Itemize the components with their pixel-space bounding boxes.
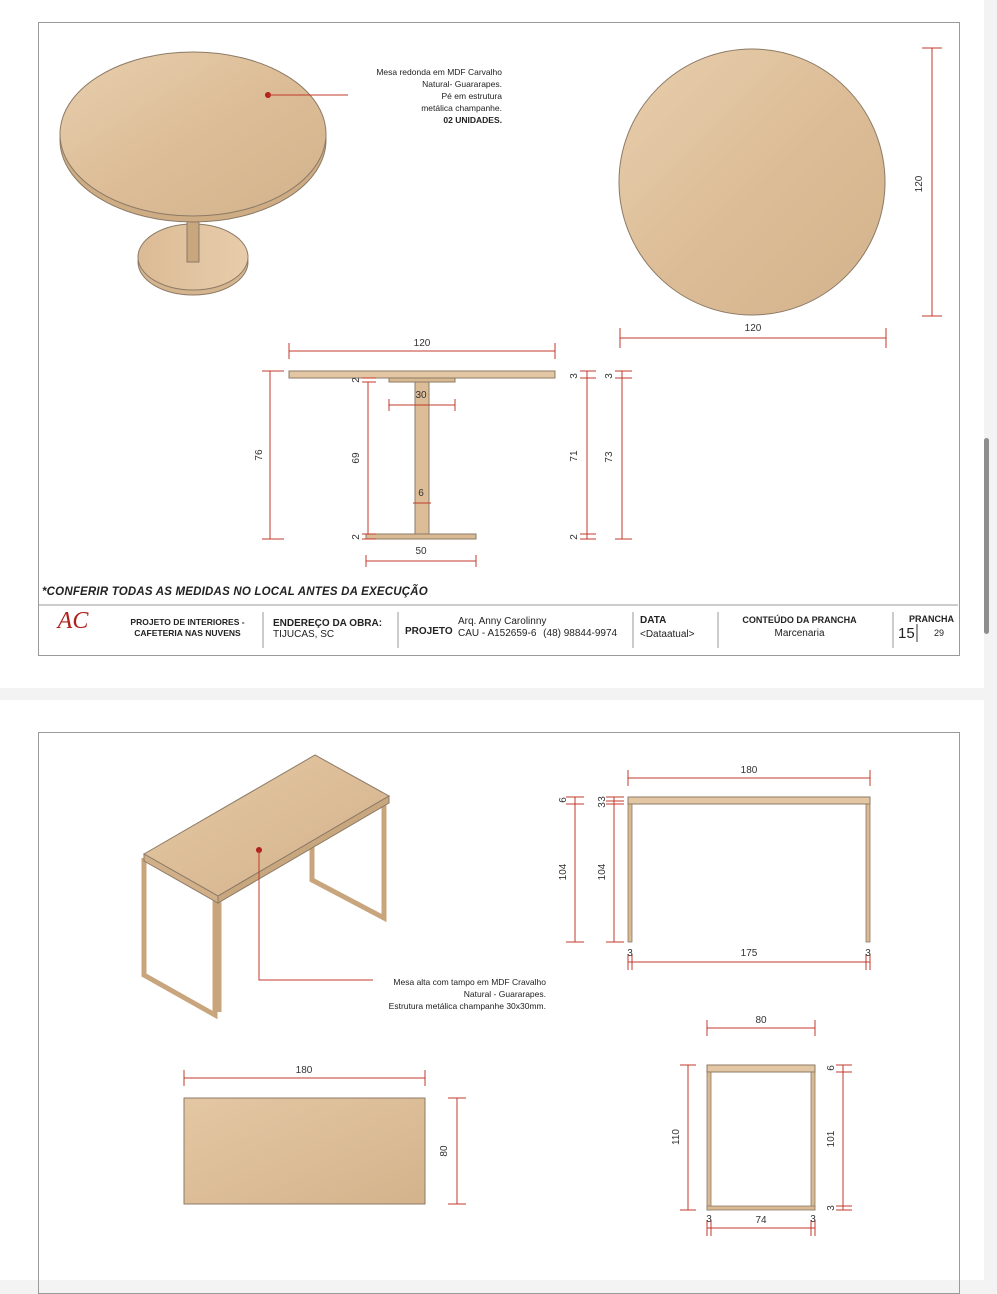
dim-front-top-b: 3 xyxy=(597,796,608,802)
high-table-note xyxy=(340,976,546,1012)
content-value: Marcenaria xyxy=(774,628,825,639)
dim-leg-height: 69 xyxy=(351,452,362,464)
dim-side-width: 80 xyxy=(755,1015,767,1026)
projeto-block xyxy=(405,621,453,639)
dim-front-height-outer: 104 xyxy=(558,863,569,881)
dim-tube: 6 xyxy=(418,488,424,499)
dim-front-width: 180 xyxy=(740,765,758,776)
note-line: Estrutura metálica champanhe 30x30mm. xyxy=(388,1001,546,1011)
note-line: metálica champanhe. xyxy=(421,103,502,113)
logo-text: AC xyxy=(57,608,89,634)
dim-right-b: 71 xyxy=(569,450,580,462)
project-line: PROJETO DE INTERIORES - xyxy=(130,617,245,627)
architect-contact xyxy=(458,628,617,640)
dim-right-a: 3 xyxy=(569,373,580,379)
dim-front-height-inner: 104 xyxy=(597,863,608,881)
dim-front-top-c: 3 xyxy=(597,802,608,808)
address-value: TIJUCAS, SC xyxy=(273,629,335,640)
project-name xyxy=(120,617,255,639)
dim-side-height-inner: 101 xyxy=(826,1130,837,1148)
projeto-label: PROJETO xyxy=(405,626,453,637)
content-block xyxy=(722,615,877,639)
dim-side-leg-left: 3 xyxy=(706,1214,712,1225)
note-line: Pé em estrutura xyxy=(441,91,502,101)
dim-side-top: 6 xyxy=(826,1065,837,1071)
dim-front-inner: 175 xyxy=(740,948,758,959)
address-block xyxy=(273,618,382,640)
dim-side-height-outer: 110 xyxy=(671,1129,682,1145)
round-table-3d-view xyxy=(60,52,348,295)
note-line: Natural - Guararapes. xyxy=(463,989,546,999)
high-table-front-elevation xyxy=(566,770,870,970)
note-quantity: 02 UNIDADES. xyxy=(443,115,502,125)
measure-warning: *CONFERIR TODAS AS MEDIDAS NO LOCAL ANTES DA EXECUÇÃO xyxy=(42,586,428,598)
round-table-note xyxy=(330,66,502,126)
high-table-plan-view xyxy=(184,1070,466,1204)
dim-right-e: 73 xyxy=(604,451,615,463)
date-block xyxy=(640,615,695,640)
dim-front-leg-left: 3 xyxy=(627,948,633,959)
drawing-sheet-high-table xyxy=(0,700,984,1280)
dim-front-leg-right: 3 xyxy=(865,948,871,959)
note-line: Mesa redonda em MDF Carvalho xyxy=(376,67,502,77)
sheet-label: PRANCHA xyxy=(909,614,954,624)
dim-right-c: 2 xyxy=(569,534,580,540)
dim-side-inner: 74 xyxy=(755,1215,767,1226)
dim-plate-top: 2 xyxy=(351,377,362,383)
note-line: Natural- Guararapes. xyxy=(422,79,502,89)
project-line: CAFETERIA NAS NUVENS xyxy=(134,628,241,638)
architect-name: Arq. Anny Carolinny xyxy=(458,616,547,627)
content-label: CONTEÚDO DA PRANCHA xyxy=(742,615,857,625)
date-value: <Dataatual> xyxy=(640,629,695,640)
sheet-total: 29 xyxy=(934,628,945,638)
dim-front-top-a: 6 xyxy=(558,797,569,803)
date-label: DATA xyxy=(640,615,667,626)
high-table-side-elevation xyxy=(680,1020,852,1236)
sheet-number: 15 xyxy=(898,625,915,642)
note-line: Mesa alta com tampo em MDF Cravalho xyxy=(393,977,546,987)
cau-number: CAU - A152659-6 xyxy=(458,628,537,639)
dim-side-leg-right: 3 xyxy=(810,1214,816,1225)
round-table-plan-view xyxy=(619,48,942,348)
dim-top-width: 120 xyxy=(413,338,431,349)
dim-top-plate: 30 xyxy=(415,390,427,401)
dim-base: 50 xyxy=(415,546,427,557)
scrollbar[interactable] xyxy=(984,438,989,634)
dim-plan-width: 180 xyxy=(295,1065,313,1076)
dim-total-height: 76 xyxy=(254,449,265,461)
address-label: ENDEREÇO DA OBRA: xyxy=(273,618,383,629)
dim-plan-depth: 80 xyxy=(439,1145,450,1157)
dim-plan-width: 120 xyxy=(744,323,762,334)
sheet-number-block xyxy=(898,614,954,642)
dim-plate-bottom: 2 xyxy=(351,534,362,540)
logo xyxy=(50,608,96,640)
dim-plan-height: 120 xyxy=(914,175,925,193)
phone-number: (48) 98844-9974 xyxy=(543,628,618,639)
dim-side-bottom: 3 xyxy=(826,1205,837,1211)
dim-right-d: 3 xyxy=(604,373,615,379)
architect-block xyxy=(458,616,617,640)
